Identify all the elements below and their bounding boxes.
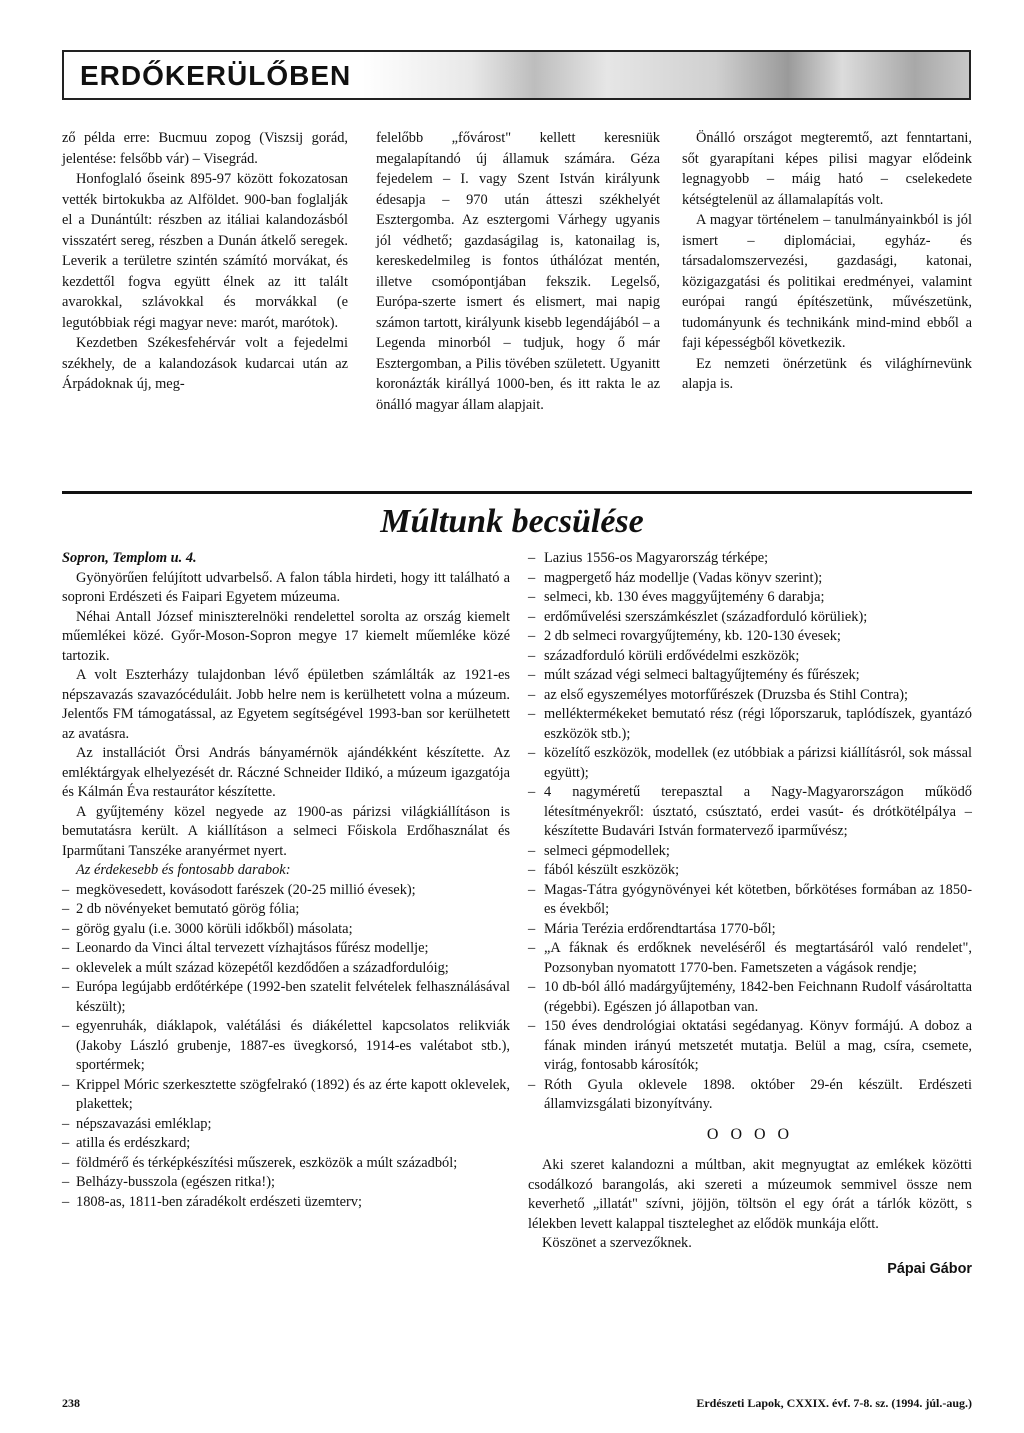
list-item: – 10 db-ból álló madárgyűjtemény, 1842-ben Feichnann Rudolf vásároltatta (régebbi). Egészen jó állapotban van. — [528, 978, 972, 1017]
list-item: – atilla és erdészkard; — [62, 1134, 510, 1154]
list-item: – 1808-as, 1811-ben záradékolt erdészeti üzemterv; — [62, 1193, 510, 1213]
list-item: – oklevelek a múlt század közepétől kezdődően a századfordulóig; — [62, 959, 510, 979]
paragraph: Néhai Antall József miniszterelnöki rendelettel sorolta az ország kiemelt műemlékei közé. Győr-Moson-Sopron megye 17 kiemelt műemléke közé tartozik. — [62, 608, 510, 664]
paragraph: Aki szeret kalandozni a múltban, akit megnyugtat az emlékek közötti csodálkozó barangolás, aki szereti a múzeumok semmivel össze nem keverhető „illatát" szívni, jöjjön, töltsön el egy órát a tárlók között, s lélekben levett kalappal tiszteleghet az elődök munkája előtt. — [528, 1157, 972, 1232]
list-item: – megkövesedett, kovásodott farészek (20-25 millió évesek); — [62, 881, 510, 901]
list-item: – népszavazási emléklap; — [62, 1115, 510, 1135]
list-item: – 4 nagyméretű terepasztal a Nagy-Magyarországon működő létesítményekről: úsztató, csúsztató, erdei vasút- és drótkötélpálya – készítette Budavári István formatervező iparművész; — [528, 783, 972, 842]
list-item: – Lazius 1556-os Magyarország térképe; — [528, 549, 972, 569]
list-item: – selmeci, kb. 130 éves maggyűjtemény 6 darabja; — [528, 588, 972, 608]
section-banner — [62, 50, 971, 100]
top-column-2 — [376, 128, 660, 415]
paragraph: Gyönyörűen felújított udvarbelső. A falon tábla hirdeti, hogy itt található a soproni Erdészeti és Faipari Egyetem múzeuma. — [62, 569, 510, 605]
list-item: – Róth Gyula oklevele 1898. október 29-én készült. Erdészeti államvizsgálati bizonyítvány. — [528, 1076, 972, 1115]
article-location: Sopron, Templom u. 4. — [62, 550, 197, 566]
separator-circles: O O O O — [706, 1125, 794, 1143]
paragraph: Az installációt Örsi András bányamérnök ajándékként készítette. Az emléktárgyak elhelyezését dr. Ráczné Schneider Ildikó, a múzeum igazgatója és Kálmán Éva restaurátor készítette. — [62, 745, 510, 800]
list-item: – selmeci gépmodellek; — [528, 842, 972, 862]
list-item: – 2 db selmeci rovargyűjtemény, kb. 120-130 évesek; — [528, 627, 972, 647]
paragraph: Kezdetben Székesfehérvár volt a fejedelmi székhely, de a kalandozások kudarcai után az Árpádoknak új, meg- — [62, 335, 348, 392]
list-item: – az első egyszemélyes motorfűrészek (Druzsba és Stihl Contra); — [528, 686, 972, 706]
list-item: – Európa legújabb erdőtérképe (1992-ben szatelit felvételek felhasználásával készült); — [62, 978, 510, 1017]
list-item: – földmérő és térképkészítési műszerek, eszközök a múlt századból; — [62, 1154, 510, 1174]
list-item: – melléktermékeket bemutató rész (régi lőporszaruk, taplódíszek, gyantázó eszközök stb.); — [528, 705, 972, 744]
page-number: 238 — [62, 1396, 80, 1410]
paragraph: Honfoglaló őseink 895-97 között fokozatosan vették birtokukba az Alföldet. 900-ban foglalják el a Dunántúlt: részben az itáliai kalandozásból visszatért sereg, részben a Dunán átkelő seregek. Leverik a területre szintén számító morvákat, és kezdettől fogva együtt élnek az itt talált avarokkal, szlávokkal és morvákkal (e legutóbbiak régi magyar neve: marót, marótok). — [62, 171, 348, 331]
article-column-right — [528, 549, 972, 1279]
list-item: – magpergető ház modellje (Vadas könyv szerint); — [528, 569, 972, 589]
list-item: – görög gyalu (i.e. 3000 körüli időkből) másolata; — [62, 920, 510, 940]
top-column-1 — [62, 128, 348, 395]
top-column-3 — [682, 128, 972, 395]
list-item: – századforduló körüli erdővédelmi eszközök; — [528, 647, 972, 667]
paragraph: ző példa erre: Bucmuu zopog (Viszsij gorád, jelentése: felsőbb vár) – Visegrád. — [62, 130, 348, 167]
list-item: – Krippel Móric szerkesztette szögfelrakó (1892) és az érte kapott oklevelek, plakettek; — [62, 1076, 510, 1115]
list-item: – 2 db növényeket bemutató görög fólia; — [62, 900, 510, 920]
paragraph: A magyar történelem – tanulmányainkból is jól ismert – diplomáciai, egyház- és társadalomszervezési, gazdasági, katonai, közigazgatási és politikai eredményei, valamint európai rangú építészetünk, művészetünk, tudományunk és technikánk mind-mind ebből a faji képességből következik. — [682, 212, 972, 351]
paragraph: felelőbb „fővárost" kellett keresniük megalapítandó új államuk számára. Géza fejedelem – I. vagy Szent István királyunk édesapja – 970 után átteszi székhelyét Esztergomba. Az esztergomi Várhegy ugyanis jól védhető; gazdaságilag is, katonailag is, kereskedelmileg is fontos úthálózat mentén, illetve csomópontjában fekszik. Legelső, Európa-szerte ismert és elismert, mai napig számon tartott, királyunk kisebb legendájából – a Legenda minorból – tudjuk, hogy ő már Esztergomban, a Pilis tövében született. Ugyanitt koronázták királlyá 1000-ben, és itt rakta le az önálló magyar állam alapjait. — [376, 130, 660, 413]
paragraph: A volt Eszterházy tulajdonban lévő épületben számlálták az 1921-es népszavazás szavazócéduláit. Jobb helre nem is kerülhetett volna a múzeum. Jelentős FM támogatással, az Egyetem segítségével 1993-ban sor kerülhetett az avatásra. — [62, 667, 510, 742]
section-divider — [62, 491, 972, 494]
section-title: ERDŐKERÜLŐBEN — [80, 60, 352, 91]
list-item: – Mária Terézia erdőrendtartása 1770-ből; — [528, 920, 972, 940]
list-item: – fából készült eszközök; — [528, 861, 972, 881]
list-item: – Belházy-busszola (egészen ritka!); — [62, 1173, 510, 1193]
list-item: – „A fáknak és erdőknek neveléséről és megtartásáról való rendelet", Pozsonyban nyomatott 1770-ben. Fametszeten a vágások rendje; — [528, 939, 972, 978]
paragraph: A gyűjtemény közel negyede az 1900-as párizsi világkiállításon is bemutatásra került. A kiállításon a selmeci Főiskola Erdőhasználat és Iparműtani Tanszéke aranyérmet nyert. — [62, 803, 510, 859]
journal-citation: Erdészeti Lapok, CXXIX. évf. 7-8. sz. (1994. júl.-aug.) — [696, 1396, 972, 1410]
paragraph: Ez nemzeti önérzetünk és világhírnevünk alapja is. — [682, 355, 972, 392]
paragraph: Önálló országot megteremtő, azt fenntartani, sőt gyarapítani képes pilisi magyar elődeink legnagyobb – máig ható – cselekedete kétségtelenül az államalapítás volt. — [682, 130, 972, 208]
list-item: – múlt század végi selmeci baltagyűjtemény és fűrészek; — [528, 666, 972, 686]
list-item: – Magas-Tátra gyógynövényei két kötetben, bőrkötéses formában az 1850-es évekből; — [528, 881, 972, 920]
list-item: – egyenruhák, diáklapok, valétálási és diákélettel kapcsolatos relikviák (Jakoby László grubenje, 1887-es üvegkorsó, 1914-es valétabot stb.), sportérmek; — [62, 1017, 510, 1076]
list-item: – Leonardo da Vinci által tervezett vízhajtásos fűrész modellje; — [62, 939, 510, 959]
list-item: – 150 éves dendrológiai oktatási segédanyag. Könyv formájú. A doboz a fának minden irányú metszetét mutatja. Belül a mag, csíra, csemete, virág, fontosabb károsítók; — [528, 1017, 972, 1076]
list-item: – erdőművelési szerszámkészlet (századforduló körüliek); — [528, 608, 972, 628]
article-title: Múltunk becsülése — [380, 503, 644, 540]
list-heading: Az érdekesebb és fontosabb darabok: — [76, 862, 291, 878]
paragraph: Köszönet a szervezőknek. — [542, 1235, 692, 1251]
author-signature: Pápai Gábor — [887, 1260, 972, 1277]
article-column-left — [62, 549, 510, 1212]
list-item: – közelítő eszközök, modellek (ez utóbbiak a párizsi kiállításról, sok mással együtt); — [528, 744, 972, 783]
